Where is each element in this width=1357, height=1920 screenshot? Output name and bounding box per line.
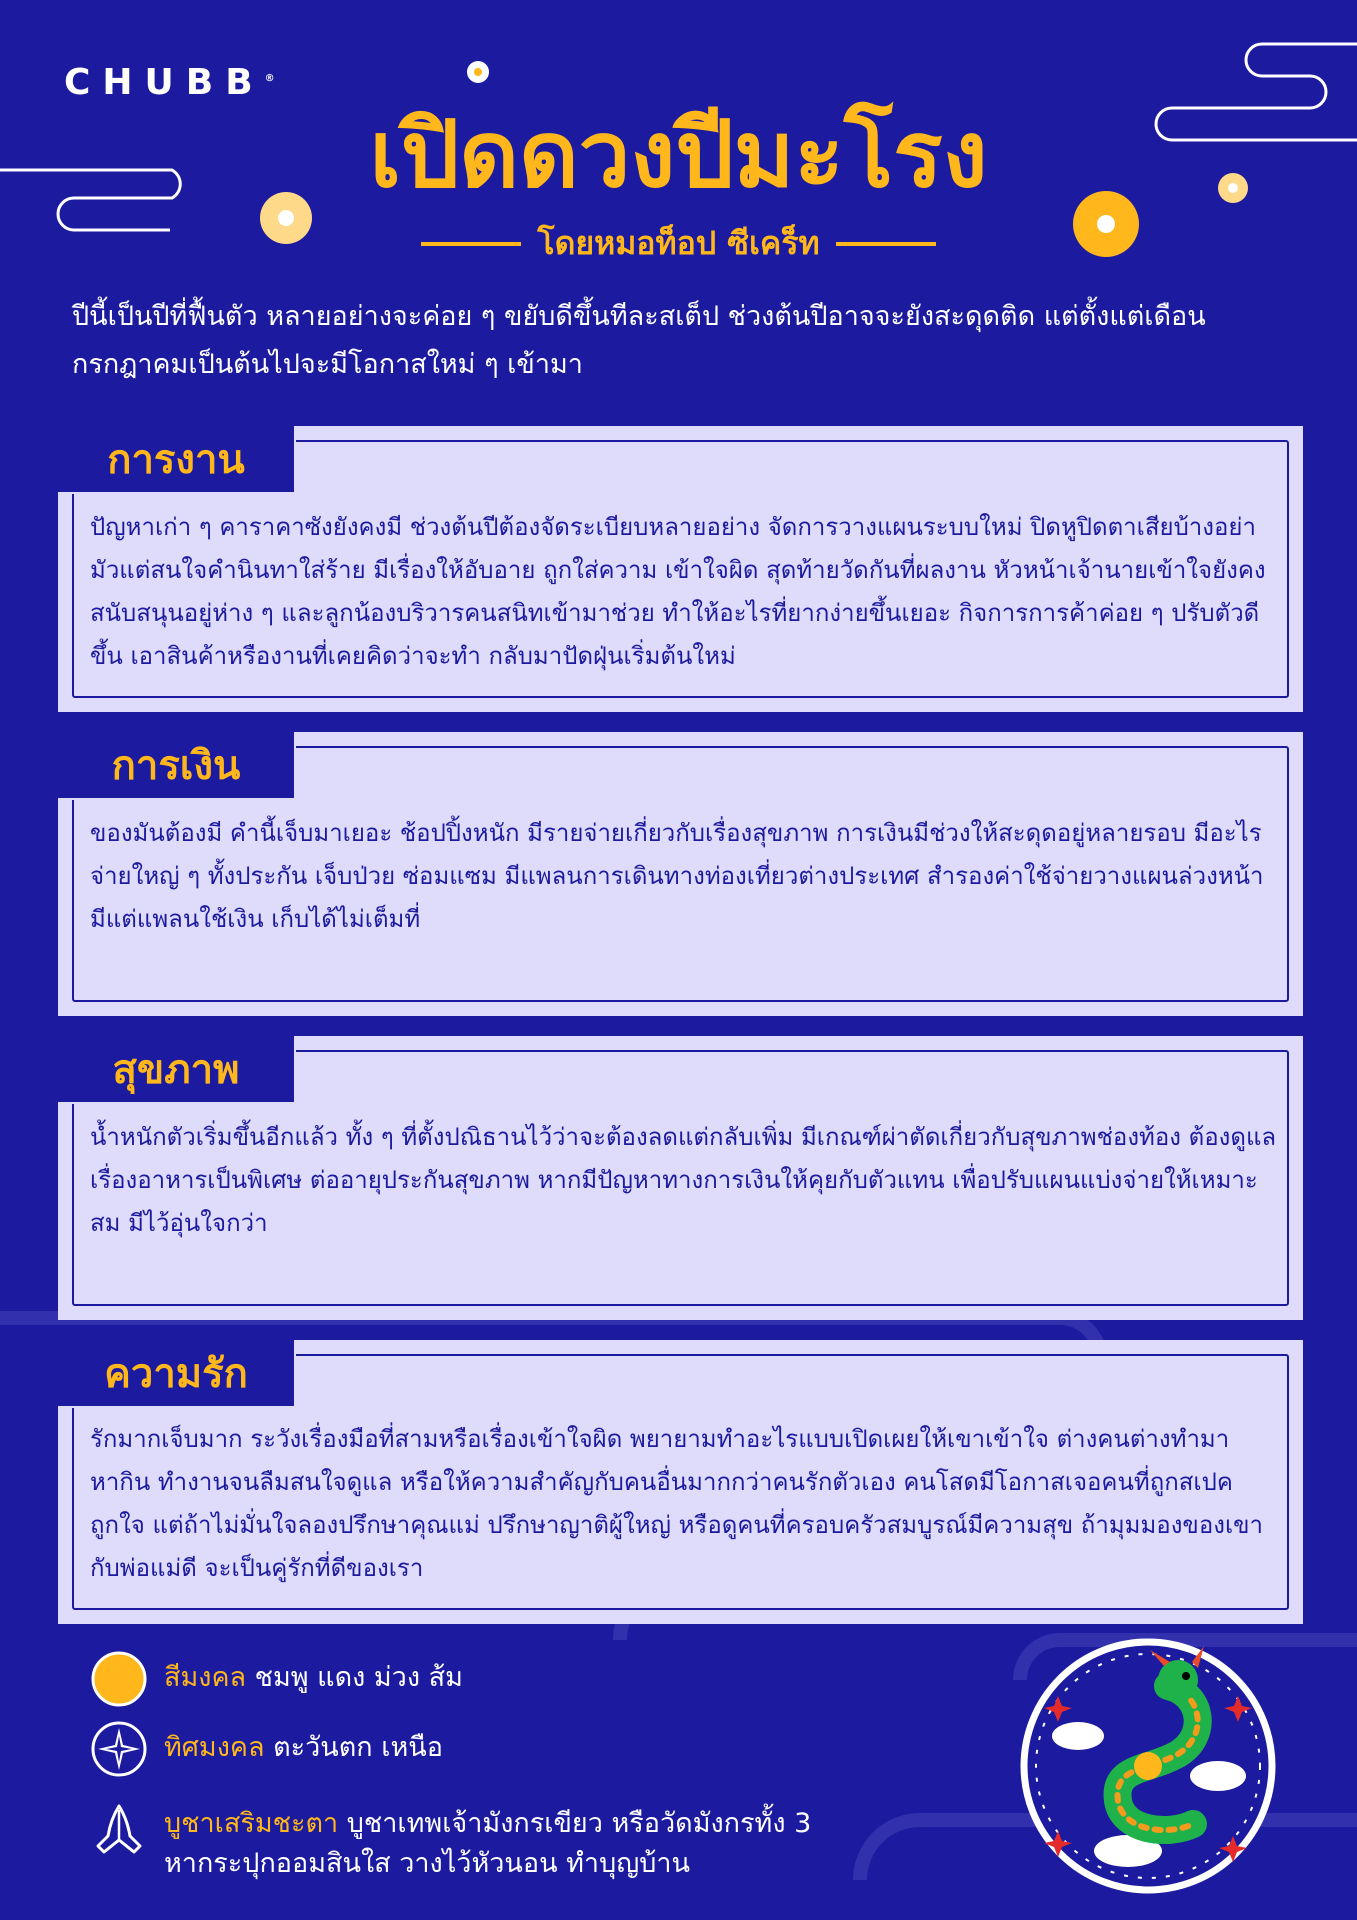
section-text: ของมันต้องมี คำนี้เจ็บมาเยอะ ช้อปปิ้งหนัก มีรายจ่ายเกี่ยวกับเรื่องสุขภาพ การเงินมีช่วงให้สะดุดอยู่หลายรอบ มีอะไรจ่ายใหญ่ ๆ ทั้งประกัน เจ็บป่วย ซ่อมแซม มีแพลนการเดินทางท่องเที่ยวต่างประเทศ สำรองค่าใช้จ่ายวางแผนล่วงหน้า มีแต่แพลนใช้เงิน เก็บได้ไม่เต็มที่ bbox=[90, 819, 1264, 933]
lucky-worship-row bbox=[90, 1800, 811, 1884]
section-text: ปัญหาเก่า ๆ คาราคาซังยังคงมี ช่วงต้นปีต้องจัดระเบียบหลายอย่าง จัดการวางแผนระบบใหม่ ปิดหูปิดตาเสียบ้างอย่ามัวแต่สนใจคำนินทาใส่ร้าย มีเรื่องให้อับอาย ถูกใส่ความ เข้าใจผิด สุดท้ายวัดกันที่ผลงาน หัวหน้าเจ้านายเข้าใจยังคงสนับสนุนอยู่ห่าง ๆ และลูกน้องบริวารคนสนิทเข้ามาช่วย ทำให้อะไรที่ยากง่ายขึ้นเยอะ กิจการการค้าค่อย ๆ ปรับตัวดีขึ้น เอาสินค้าหรืองานที่เคยคิดว่าจะทำ กลับมาปัดฝุ่นเริ่มต้นใหม่ bbox=[90, 513, 1266, 670]
lucky-color-value: ชมพู แดง ม่วง ส้ม bbox=[246, 1662, 463, 1693]
praying-hands-icon bbox=[90, 1800, 148, 1858]
page-title: เปิดดวงปีมะโรง bbox=[369, 101, 988, 208]
section-title: การเงิน bbox=[111, 743, 241, 789]
brand-logo-text: CHUBB bbox=[64, 62, 265, 103]
lucky-worship-value: บูชาเทพเจ้ามังกรเขียว หรือวัดมังกรทั้ง 3 bbox=[338, 1808, 812, 1839]
section-tab bbox=[58, 1340, 296, 1408]
section-card-work bbox=[58, 426, 1303, 712]
section-card-love bbox=[58, 1340, 1303, 1624]
section-card-health bbox=[58, 1036, 1303, 1320]
section-title: สุขภาพ bbox=[112, 1047, 240, 1093]
lucky-worship-label: บูชาเสริมชะตา bbox=[164, 1808, 339, 1839]
section-title: ความรัก bbox=[104, 1351, 248, 1397]
subtitle-line-right bbox=[836, 242, 936, 246]
brand-logo bbox=[64, 62, 275, 103]
flower-icon bbox=[467, 61, 489, 83]
lucky-worship-value-2: หากระปุกออมสินใส วางไว้หัวนอน ทำบุญบ้าน bbox=[164, 1848, 690, 1879]
lucky-color-label: สีมงคล bbox=[164, 1662, 247, 1693]
section-card-finance bbox=[58, 732, 1303, 1016]
section-tab bbox=[58, 1036, 296, 1104]
color-circle-icon bbox=[90, 1650, 148, 1708]
registered-mark: ® bbox=[264, 73, 275, 84]
section-text: รักมากเจ็บมาก ระวังเรื่องมือที่สามหรือเรื่องเข้าใจผิด พยายามทำอะไรแบบเปิดเผยให้เขาเข้าใจ ต่างคนต่างทำมาหากิน ทำงานจนลืมสนใจดูแล หรือให้ความสำคัญกับคนอื่นมากกว่าคนรักตัวเอง คนโสดมีโอกาสเจอคนที่ถูกสเปคถูกใจ แต่ถ้าไม่มั่นใจลองปรึกษาคุณแม่ ปรึกษาญาติผู้ใหญ่ หรือดูคนที่ครอบครัวสมบูรณ์มีความสุข ถ้ามุมมองของเขากับพ่อแม่ดี จะเป็นคู่รักที่ดีของเรา bbox=[90, 1425, 1264, 1582]
section-title: การงาน bbox=[107, 437, 245, 483]
section-tab bbox=[58, 732, 296, 800]
lucky-direction-value: ตะวันตก เหนือ bbox=[264, 1732, 443, 1763]
dragon-emblem bbox=[1018, 1636, 1278, 1896]
lucky-direction-label: ทิศมงคล bbox=[164, 1732, 265, 1763]
subtitle-line-left bbox=[421, 242, 521, 246]
subtitle: โดยหมอท็อป ซีเคร็ท bbox=[537, 224, 820, 262]
lucky-color-row bbox=[90, 1650, 463, 1708]
lucky-direction-text bbox=[164, 1728, 443, 1768]
lucky-direction-row bbox=[90, 1720, 443, 1778]
compass-icon bbox=[90, 1720, 148, 1778]
section-tab bbox=[58, 426, 296, 494]
subtitle-row bbox=[0, 218, 1357, 269]
intro-text: ปีนี้เป็นปีที่ฟื้นตัว หลายอย่างจะค่อย ๆ ขยับดีขึ้นทีละสเต็ป ช่วงต้นปีอาจจะยังสะดุดติด แต่ตั้งแต่เดือนกรกฎาคมเป็นต้นไปจะมีโอกาสใหม่ ๆ เข้ามา bbox=[72, 301, 1206, 380]
lucky-color-text bbox=[164, 1658, 463, 1698]
section-text: น้ำหนักตัวเริ่มขึ้นอีกแล้ว ทั้ง ๆ ที่ตั้งปณิธานไว้ว่าจะต้องลดแต่กลับเพิ่ม มีเกณฑ์ผ่าตัดเกี่ยวกับสุขภาพช่องท้อง ต้องดูแลเรื่องอาหารเป็นพิเศษ ต่ออายุประกันสุขภาพ หากมีปัญหาทางการเงินให้คุยกับตัวแทน เพื่อปรับแผนแบ่งจ่ายให้เหมาะสม มีไว้อุ่นใจกว่า bbox=[90, 1123, 1277, 1237]
lucky-worship-text bbox=[164, 1804, 811, 1884]
